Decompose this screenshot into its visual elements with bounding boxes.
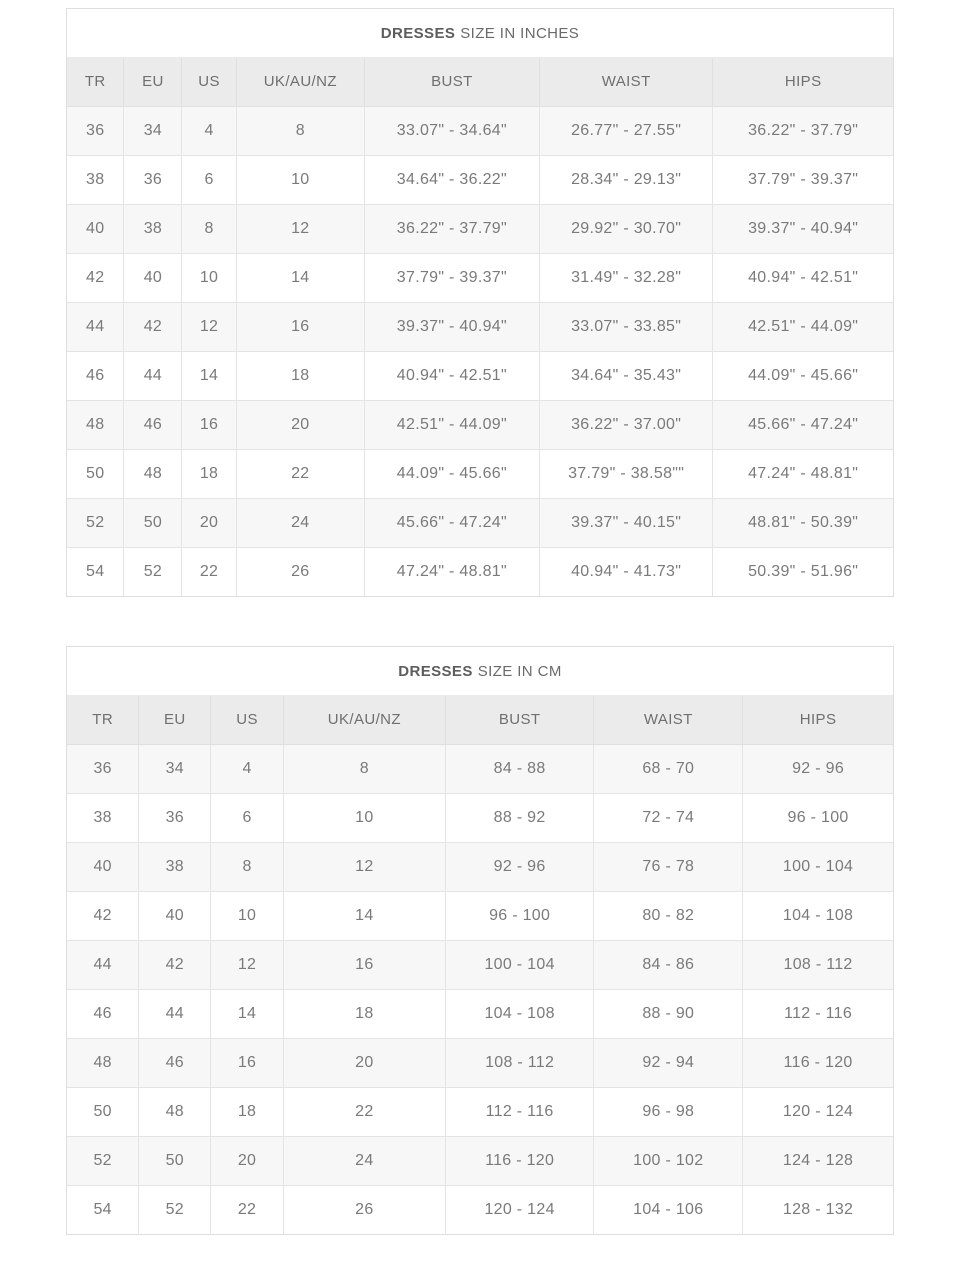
size-grid-inches: [67, 58, 893, 596]
column-header-bust: BUST: [445, 696, 594, 744]
size-cell: 50: [67, 449, 124, 498]
size-cell: 34.64" - 36.22": [364, 155, 539, 204]
size-cell: 38: [67, 793, 139, 842]
size-cell: 47.24" - 48.81": [713, 449, 893, 498]
table-row: [67, 498, 893, 547]
size-cell: 88 - 90: [594, 989, 743, 1038]
table-row: [67, 891, 893, 940]
size-cell: 12: [236, 204, 364, 253]
table-row: [67, 253, 893, 302]
size-cell: 46: [67, 351, 124, 400]
size-table-inches: [66, 8, 894, 597]
size-cell: 22: [236, 449, 364, 498]
size-cell: 54: [67, 547, 124, 596]
size-cell: 50: [124, 498, 182, 547]
column-header-bust: BUST: [364, 58, 539, 106]
table-row: [67, 351, 893, 400]
table-row: [67, 400, 893, 449]
column-header-waist: WAIST: [539, 58, 712, 106]
size-cell: 38: [67, 155, 124, 204]
size-cell: 28.34" - 29.13": [539, 155, 712, 204]
size-cell: 33.07" - 33.85": [539, 302, 712, 351]
size-cell: 44.09" - 45.66": [364, 449, 539, 498]
size-cell: 44: [67, 302, 124, 351]
column-header-uk-au-nz: UK/AU/NZ: [283, 696, 445, 744]
table-row: [67, 1038, 893, 1087]
table-row: [67, 106, 893, 155]
table-title-cm: [67, 647, 893, 696]
size-cell: 20: [283, 1038, 445, 1087]
size-cell: 48.81" - 50.39": [713, 498, 893, 547]
size-cell: 124 - 128: [743, 1136, 893, 1185]
size-cell: 42: [124, 302, 182, 351]
size-cell: 40.94" - 42.51": [713, 253, 893, 302]
size-cell: 48: [67, 400, 124, 449]
size-cell: 16: [283, 940, 445, 989]
size-cell: 76 - 78: [594, 842, 743, 891]
size-cell: 100 - 102: [594, 1136, 743, 1185]
column-header-hips: HIPS: [713, 58, 893, 106]
size-cell: 92 - 94: [594, 1038, 743, 1087]
size-cell: 37.79" - 39.37": [364, 253, 539, 302]
size-cell: 92 - 96: [445, 842, 594, 891]
size-cell: 36: [67, 106, 124, 155]
table-title-inches: [67, 9, 893, 58]
size-cell: 8: [182, 204, 237, 253]
size-cell: 40: [124, 253, 182, 302]
table-row: [67, 1185, 893, 1234]
size-cell: 112 - 116: [445, 1087, 594, 1136]
size-cell: 52: [124, 547, 182, 596]
size-cell: 26: [283, 1185, 445, 1234]
column-header-tr: TR: [67, 696, 139, 744]
header-row: [67, 58, 893, 106]
size-cell: 24: [283, 1136, 445, 1185]
size-cell: 4: [211, 744, 284, 793]
header-row: [67, 696, 893, 744]
size-cell: 31.49" - 32.28": [539, 253, 712, 302]
size-cell: 84 - 86: [594, 940, 743, 989]
size-cell: 72 - 74: [594, 793, 743, 842]
size-cell: 36: [139, 793, 211, 842]
column-header-us: US: [182, 58, 237, 106]
size-cell: 8: [283, 744, 445, 793]
size-cell: 104 - 106: [594, 1185, 743, 1234]
size-cell: 12: [211, 940, 284, 989]
size-cell: 40: [67, 204, 124, 253]
table-row: [67, 989, 893, 1038]
column-header-us: US: [211, 696, 284, 744]
size-cell: 96 - 98: [594, 1087, 743, 1136]
size-cell: 34: [139, 744, 211, 793]
size-cell: 14: [211, 989, 284, 1038]
size-cell: 20: [236, 400, 364, 449]
table-title-unit: SIZE IN CM: [477, 662, 562, 680]
size-cell: 36: [124, 155, 182, 204]
size-cell: 116 - 120: [743, 1038, 893, 1087]
table-row: [67, 547, 893, 596]
size-cell: 50.39" - 51.96": [748, 562, 859, 580]
size-cell: 38: [124, 204, 182, 253]
size-cell: 50: [139, 1136, 211, 1185]
size-cell: 68 - 70: [594, 744, 743, 793]
size-cell: 44: [124, 351, 182, 400]
size-cell: 16: [236, 302, 364, 351]
column-header-tr: TR: [67, 58, 124, 106]
size-cell: 120 - 124: [743, 1087, 893, 1136]
size-cell: 84 - 88: [445, 744, 594, 793]
table-row: [67, 940, 893, 989]
size-cell: 20: [211, 1136, 284, 1185]
size-cell: 36: [67, 744, 139, 793]
size-cell: 40.94" - 42.51": [364, 351, 539, 400]
size-cell: 29.92" - 30.70": [539, 204, 712, 253]
size-cell: 44.09" - 45.66": [713, 351, 893, 400]
size-cell: 42: [139, 940, 211, 989]
size-cell: 8: [236, 106, 364, 155]
size-cell: 6: [182, 155, 237, 204]
table-title-product: DRESSES: [380, 24, 456, 42]
size-cell: 26.77" - 27.55": [539, 106, 712, 155]
size-cell: 96 - 100: [743, 793, 893, 842]
table-title-unit: SIZE IN INCHES: [460, 24, 580, 42]
size-cell: 12: [283, 842, 445, 891]
size-cell: 38: [139, 842, 211, 891]
size-cell: 26: [236, 547, 364, 596]
size-cell: 40: [139, 891, 211, 940]
size-cell: 18: [236, 351, 364, 400]
table-row: [67, 204, 893, 253]
size-cell: 120 - 124: [445, 1185, 594, 1234]
table-row: [67, 302, 893, 351]
size-cell: 39.37" - 40.94": [713, 204, 893, 253]
size-cell: 6: [211, 793, 284, 842]
size-cell: 22: [283, 1087, 445, 1136]
size-cell: 10: [236, 155, 364, 204]
size-cell: 37.79" - 39.37": [713, 155, 893, 204]
size-cell: 22: [211, 1185, 284, 1234]
size-cell: 42.51" - 44.09": [713, 302, 893, 351]
size-cell: 48: [139, 1087, 211, 1136]
size-cell: 108 - 112: [445, 1038, 594, 1087]
size-cell: 34.64" - 35.43": [539, 351, 712, 400]
size-cell: 18: [283, 989, 445, 1038]
size-cell: 39.37" - 40.94": [364, 302, 539, 351]
size-cell: 24: [236, 498, 364, 547]
size-cell: 44: [67, 940, 139, 989]
size-cell: 16: [182, 400, 237, 449]
size-cell: 14: [236, 253, 364, 302]
size-cell: 52: [67, 498, 124, 547]
size-cell: 42.51" - 44.09": [364, 400, 539, 449]
size-cell: 14: [182, 351, 237, 400]
size-cell: 96 - 100: [445, 891, 594, 940]
size-cell: 40.94" - 41.73": [539, 547, 712, 596]
size-cell: 39.37" - 40.15": [539, 498, 712, 547]
size-cell: 52: [139, 1185, 211, 1234]
size-cell: 108 - 112: [743, 940, 893, 989]
table-row: [67, 1087, 893, 1136]
size-cell: 40: [67, 842, 139, 891]
size-cell: 100 - 104: [445, 940, 594, 989]
table-title-product: DRESSES: [398, 662, 473, 680]
size-cell: 34: [124, 106, 182, 155]
size-cell: 42: [67, 891, 139, 940]
table-row: [67, 449, 893, 498]
size-cell: 128 - 132: [782, 1200, 854, 1218]
size-table-cm: [66, 646, 894, 1235]
size-cell: 48: [124, 449, 182, 498]
size-cell: 36.22" - 37.79": [713, 106, 893, 155]
size-cell: 10: [211, 891, 284, 940]
table-row: [67, 744, 893, 793]
size-cell: 18: [182, 449, 237, 498]
size-cell: 88 - 92: [445, 793, 594, 842]
size-cell: 48: [67, 1038, 139, 1087]
size-cell: 33.07" - 34.64": [364, 106, 539, 155]
size-cell: 100 - 104: [743, 842, 893, 891]
size-cell: 46: [67, 989, 139, 1038]
column-header-uk-au-nz: UK/AU/NZ: [236, 58, 364, 106]
size-cell: 52: [67, 1136, 139, 1185]
table-row: [67, 1136, 893, 1185]
size-cell: 36.22" - 37.79": [364, 204, 539, 253]
size-cell: 92 - 96: [743, 744, 893, 793]
size-cell: 12: [182, 302, 237, 351]
size-cell: 22: [182, 547, 237, 596]
size-cell: 112 - 116: [743, 989, 893, 1038]
size-cell: 47.24" - 48.81": [364, 547, 539, 596]
column-header-waist: WAIST: [594, 696, 743, 744]
size-cell: 46: [124, 400, 182, 449]
table-row: [67, 155, 893, 204]
size-cell: 4: [182, 106, 237, 155]
table-row: [67, 842, 893, 891]
size-cell: 116 - 120: [445, 1136, 594, 1185]
size-cell: 37.79" - 38.58"": [539, 449, 712, 498]
size-cell: 16: [211, 1038, 284, 1087]
size-cell: 8: [211, 842, 284, 891]
column-header-hips: HIPS: [743, 696, 893, 744]
size-cell: 44: [139, 989, 211, 1038]
table-row: [67, 793, 893, 842]
column-header-eu: EU: [124, 58, 182, 106]
size-cell: 50: [67, 1087, 139, 1136]
size-grid-cm: [67, 696, 893, 1234]
size-cell: 10: [283, 793, 445, 842]
size-cell: 14: [283, 891, 445, 940]
size-cell: 10: [182, 253, 237, 302]
size-cell: 20: [182, 498, 237, 547]
size-cell: 45.66" - 47.24": [364, 498, 539, 547]
size-cell: 36.22" - 37.00": [539, 400, 712, 449]
size-cell: 18: [211, 1087, 284, 1136]
size-cell: 45.66" - 47.24": [713, 400, 893, 449]
column-header-eu: EU: [139, 696, 211, 744]
size-cell: 42: [67, 253, 124, 302]
size-cell: 80 - 82: [594, 891, 743, 940]
size-cell: 104 - 108: [743, 891, 893, 940]
size-cell: 104 - 108: [445, 989, 594, 1038]
size-cell: 54: [67, 1185, 139, 1234]
size-cell: 46: [139, 1038, 211, 1087]
